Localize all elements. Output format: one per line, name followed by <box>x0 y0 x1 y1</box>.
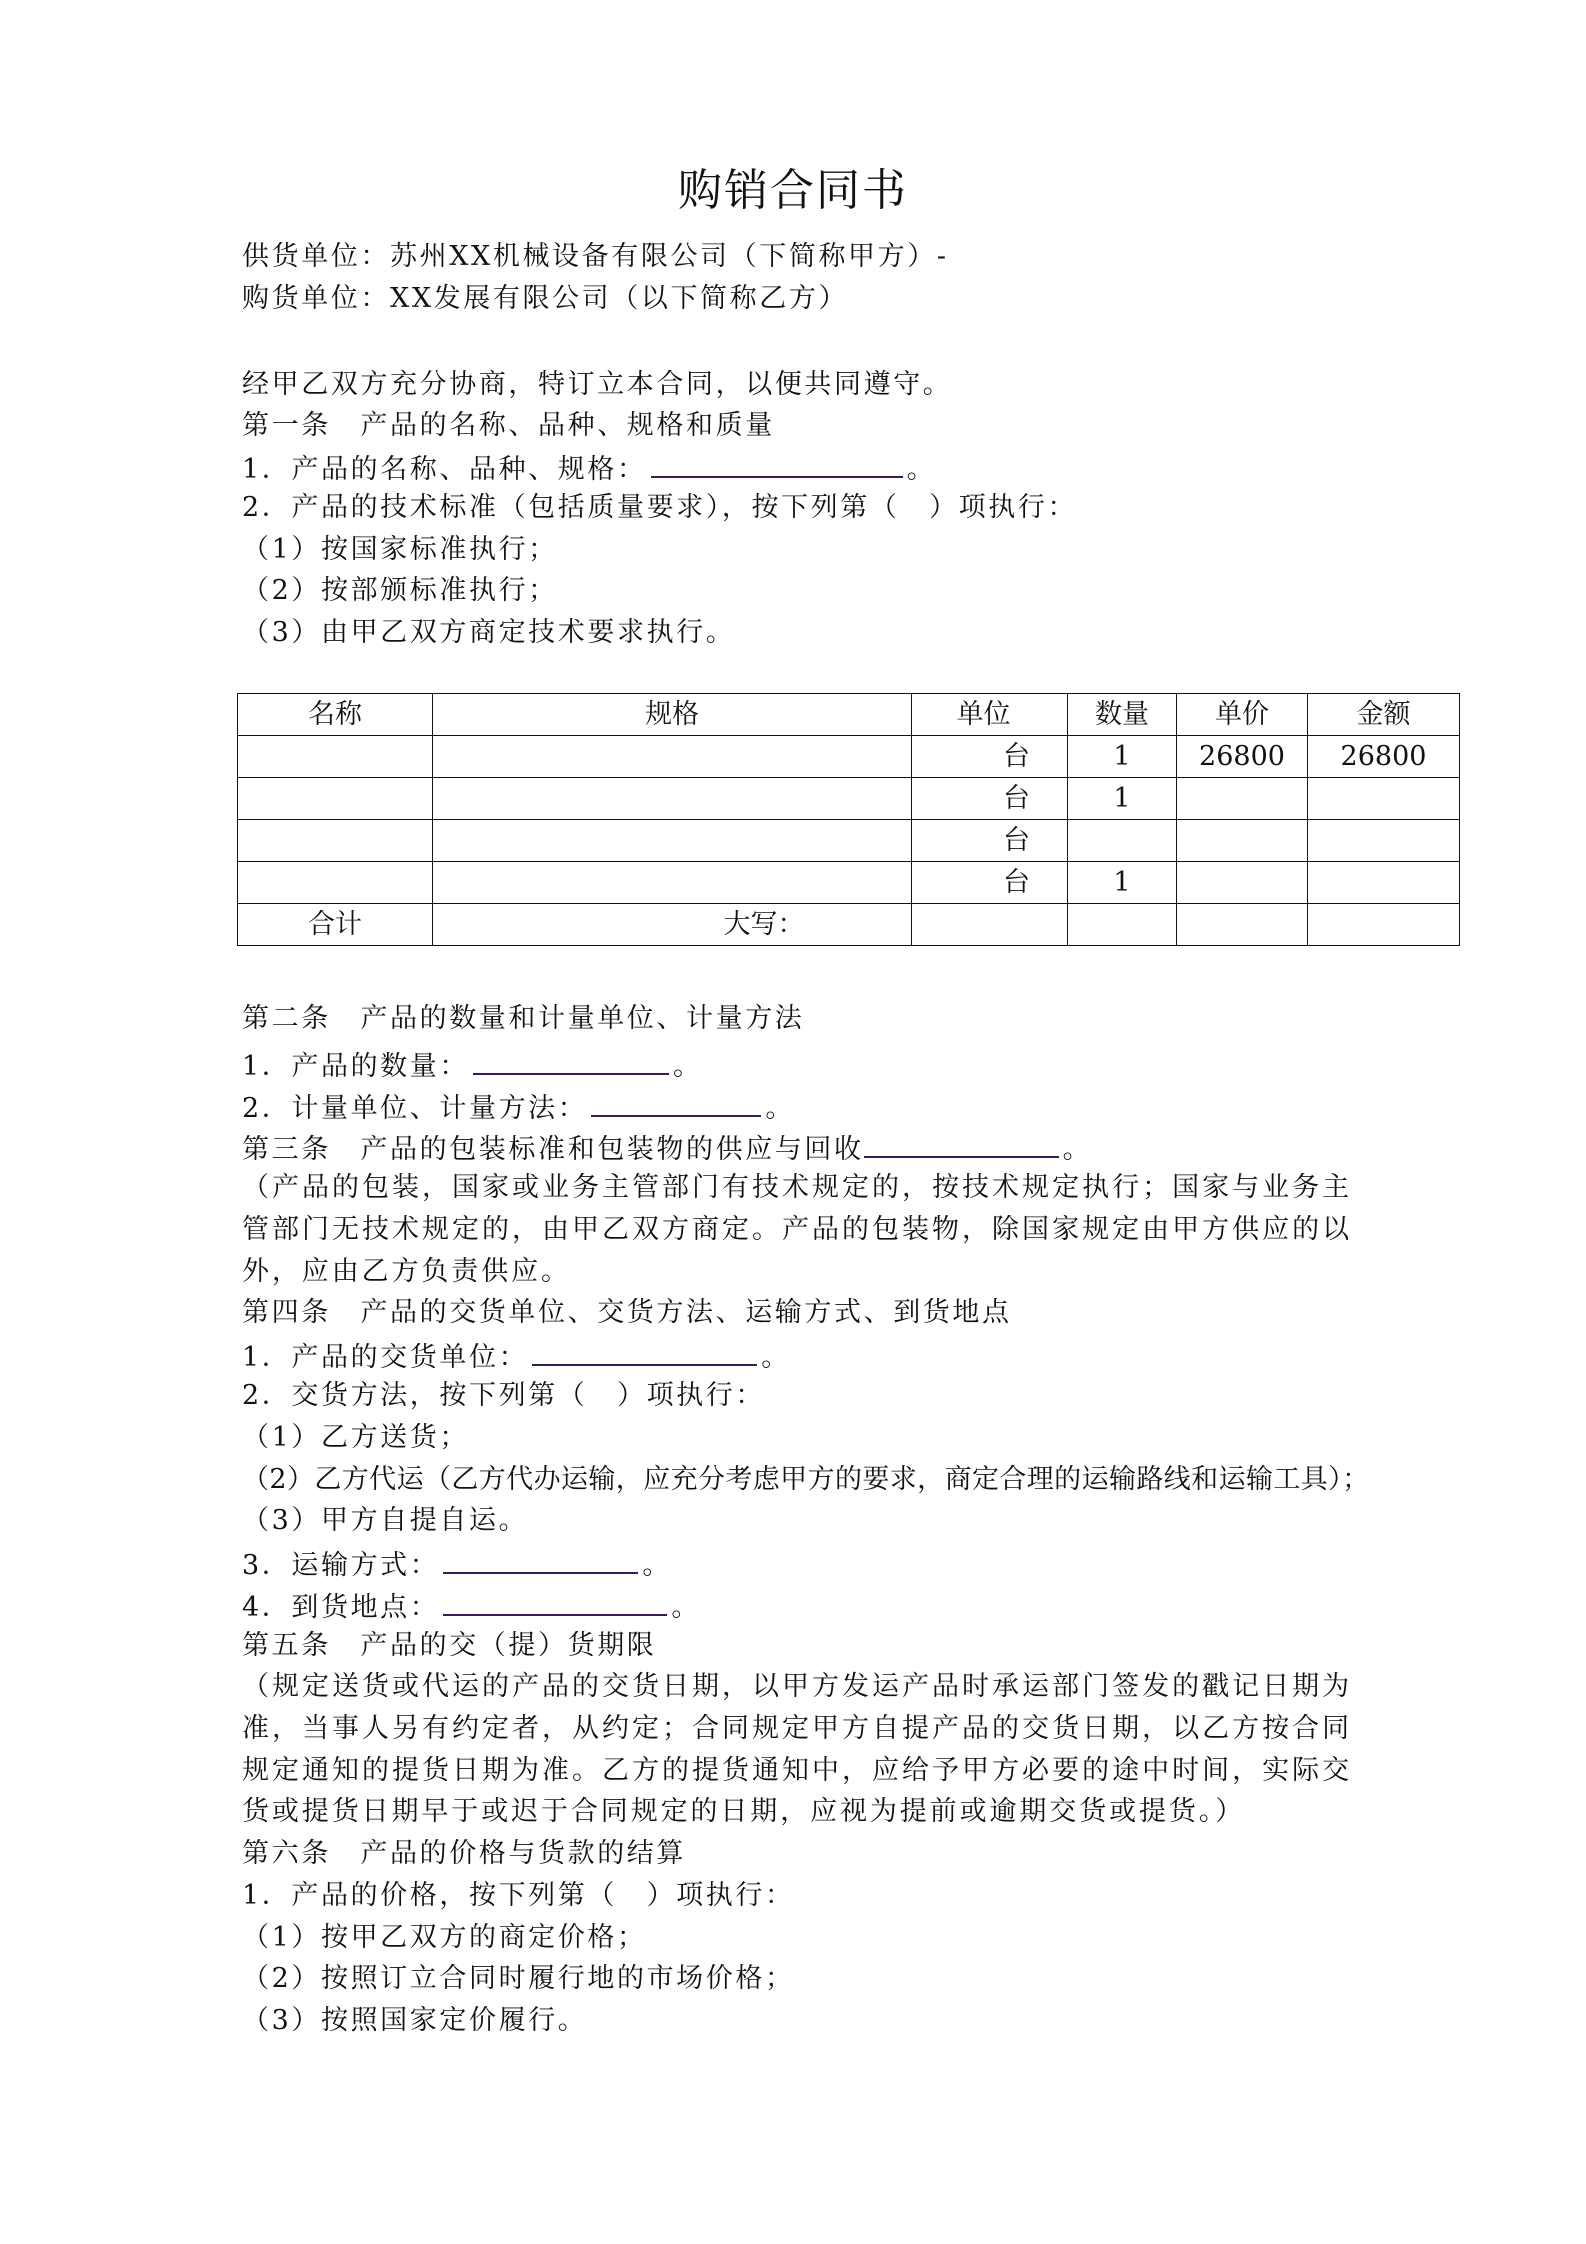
cell-name[interactable] <box>238 820 433 862</box>
cell-unit-price[interactable]: 26800 <box>1177 736 1308 778</box>
cell-quantity[interactable]: 1 <box>1068 778 1177 820</box>
header-unit: 单位 <box>912 694 1068 736</box>
table-row <box>238 736 1460 778</box>
article1-option-2: （2）按部颁标准执行； <box>242 575 558 606</box>
cell-name[interactable] <box>238 862 433 904</box>
product-quantity-blank[interactable] <box>473 1043 669 1075</box>
cell-amount[interactable] <box>1308 862 1460 904</box>
article3-heading <box>242 1126 1092 1168</box>
article4-item1-label: 1．产品的交货单位： <box>242 1342 529 1373</box>
article4-item2: 2．交货方法，按下列第（ ）项执行： <box>242 1380 765 1411</box>
arrival-location-blank[interactable] <box>443 1584 667 1616</box>
period: 。 <box>671 1592 701 1623</box>
article1-option-1: （1）按国家标准执行； <box>242 534 558 565</box>
total-amount[interactable] <box>1308 904 1460 946</box>
article5-note: （规定送货或代运的产品的交货日期，以甲方发运产品时承运部门签发的戳记日期为准，当事人另有约定者，从约定；合同规定甲方自提产品的交货日期，以乙方按合同规定通知的提货日期为准。乙方的提货通知中，应给予甲方必要的途中时间，实际交货或提货日期早于或迟于合同规定的日期，应视为提前或逾期交货或提货。） <box>242 1671 1352 1828</box>
cell-unit[interactable]: 台 <box>912 778 1068 820</box>
header-unit-price: 单价 <box>1177 694 1308 736</box>
article4-item4-label: 4．到货地点： <box>242 1592 440 1623</box>
cell-unit[interactable]: 台 <box>912 862 1068 904</box>
cell-unit[interactable]: 台 <box>912 736 1068 778</box>
article1-option-3: （3）由甲乙双方商定技术要求执行。 <box>242 617 736 648</box>
cell-unit[interactable]: 台 <box>912 820 1068 862</box>
article2-item1 <box>242 1043 703 1085</box>
article2-item1-label: 1．产品的数量： <box>242 1051 469 1082</box>
cell-quantity[interactable]: 1 <box>1068 736 1177 778</box>
period: 。 <box>642 1550 672 1581</box>
total-unit-price[interactable] <box>1177 904 1308 946</box>
cell-name[interactable] <box>238 736 433 778</box>
article6-option-1: （1）按甲乙双方的商定价格； <box>242 1922 647 1953</box>
product-name-spec-blank[interactable] <box>651 446 903 478</box>
article1-item1 <box>242 446 936 488</box>
header-spec: 规格 <box>433 694 912 736</box>
period: 。 <box>765 1093 795 1124</box>
article2-heading: 第二条 产品的数量和计量单位、计量方法 <box>242 1003 805 1034</box>
period: 。 <box>1062 1134 1093 1165</box>
article4-option-1: （1）乙方送货； <box>242 1422 469 1453</box>
goods-table <box>237 693 1460 946</box>
article4-heading: 第四条 产品的交货单位、交货方法、运输方式、到货地点 <box>242 1297 1012 1328</box>
cell-amount[interactable]: 26800 <box>1308 736 1460 778</box>
article6-item1: 1．产品的价格，按下列第（ ）项执行： <box>242 1880 795 1911</box>
table-row <box>238 778 1460 820</box>
article6-option-2: （2）按照订立合同时履行地的市场价格； <box>242 1963 795 1994</box>
cell-spec[interactable] <box>433 778 912 820</box>
article3-heading-text: 第三条 产品的包装标准和包装物的供应与回收 <box>242 1134 864 1165</box>
cell-spec[interactable] <box>433 736 912 778</box>
supplier-line: 供货单位：苏州XX机械设备有限公司（下简称甲方）- <box>242 241 949 272</box>
cell-unit-price[interactable] <box>1177 778 1308 820</box>
total-quantity[interactable] <box>1068 904 1177 946</box>
buyer-line: 购货单位：XX发展有限公司（以下简称乙方） <box>242 283 849 314</box>
article6-option-3: （3）按照国家定价履行。 <box>242 2005 588 2036</box>
article2-item2 <box>242 1085 795 1127</box>
table-row <box>238 820 1460 862</box>
measurement-method-blank[interactable] <box>591 1085 761 1117</box>
period: 。 <box>906 454 937 485</box>
transport-method-blank[interactable] <box>443 1542 638 1574</box>
cell-amount[interactable] <box>1308 778 1460 820</box>
article4-item3-label: 3．运输方式： <box>242 1550 440 1581</box>
packaging-blank[interactable] <box>864 1126 1059 1158</box>
cell-name[interactable] <box>238 778 433 820</box>
header-name: 名称 <box>238 694 433 736</box>
header-quantity: 数量 <box>1068 694 1177 736</box>
article2-item2-label: 2．计量单位、计量方法： <box>242 1093 588 1124</box>
cell-amount[interactable] <box>1308 820 1460 862</box>
total-label: 合计 <box>238 904 433 946</box>
header-amount: 金额 <box>1308 694 1460 736</box>
article3-note: （产品的包装，国家或业务主管部门有技术规定的，按技术规定执行；国家与业务主管部门无技术规定的，由甲乙双方商定。产品的包装物，除国家规定由甲方供应的以外，应由乙方负责供应。 <box>242 1172 1352 1287</box>
article4-item1 <box>242 1334 791 1376</box>
article4-item3 <box>242 1542 672 1584</box>
article1-item2: 2．产品的技术标准（包括质量要求），按下列第（ ）项执行： <box>242 492 1078 523</box>
total-capital-label[interactable]: 大写： <box>433 904 912 946</box>
table-header-row <box>238 694 1460 736</box>
cell-spec[interactable] <box>433 862 912 904</box>
cell-spec[interactable] <box>433 820 912 862</box>
document-title: 购销合同书 <box>678 165 908 216</box>
period: 。 <box>761 1342 791 1373</box>
article4-item4 <box>242 1584 701 1626</box>
article5-heading: 第五条 产品的交（提）货期限 <box>242 1630 657 1661</box>
table-total-row <box>238 904 1460 946</box>
table-row <box>238 862 1460 904</box>
article4-option-3: （3）甲方自提自运。 <box>242 1505 529 1536</box>
article4-option-2: （2）乙方代运（乙方代办运输，应充分考虑甲方的要求，商定合理的运输路线和运输工具）； <box>242 1464 1370 1495</box>
cell-unit-price[interactable] <box>1177 862 1308 904</box>
intro-text: 经甲乙双方充分协商，特订立本合同，以便共同遵守。 <box>242 369 953 400</box>
article1-item1-label: 1．产品的名称、品种、规格： <box>242 454 647 485</box>
cell-quantity[interactable]: 1 <box>1068 862 1177 904</box>
cell-unit-price[interactable] <box>1177 820 1308 862</box>
article6-heading: 第六条 产品的价格与货款的结算 <box>242 1838 686 1869</box>
period: 。 <box>672 1051 703 1082</box>
total-unit[interactable] <box>912 904 1068 946</box>
delivery-unit-blank[interactable] <box>532 1334 757 1366</box>
cell-quantity[interactable] <box>1068 820 1177 862</box>
article1-heading: 第一条 产品的名称、品种、规格和质量 <box>242 410 775 441</box>
